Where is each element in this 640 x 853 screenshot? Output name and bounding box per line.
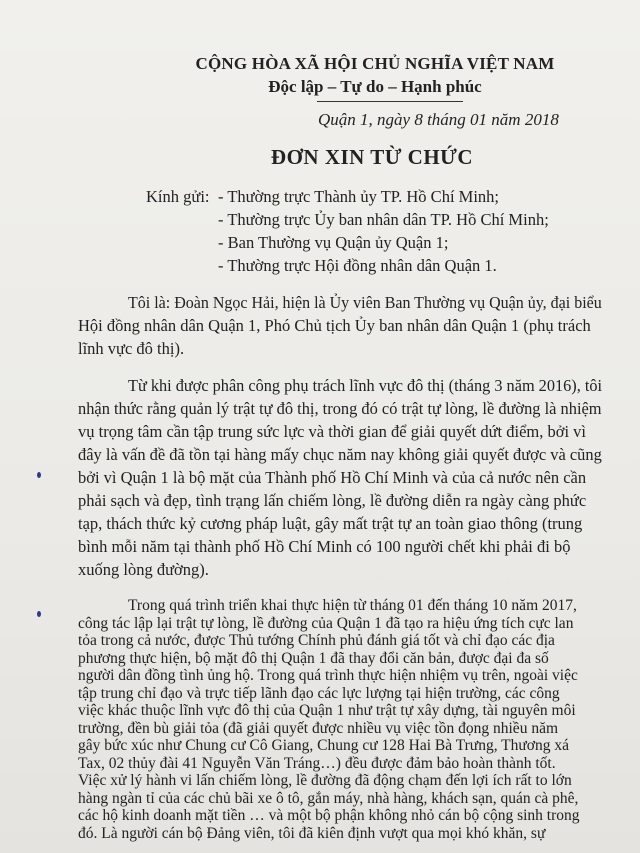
paragraph-line: nhận thức rằng quản lý trật tự đô thị, trong đó có trật tự lòng, lề đường là nhiệm xyxy=(78,399,602,418)
paragraph-line: phải sạch và đẹp, tình trạng lấn chiếm lòng, lề đường diễn ra ngày càng phức xyxy=(78,491,587,510)
ink-dot xyxy=(37,611,41,617)
paragraph-line: tạp, thách thức kỷ cương pháp luật, gây mất trật tự an toàn giao thông (trung xyxy=(78,514,583,533)
recipient-item: - Ban Thường vụ Quận ủy Quận 1; xyxy=(218,233,449,252)
paragraph-line: tập trung chỉ đạo và trực tiếp lãnh đạo các lực lượng tại hiện trường, các công xyxy=(78,684,560,702)
paragraph-line: lĩnh vực đô thị). xyxy=(78,339,185,358)
paragraph-line: Từ khi được phân công phụ trách lĩnh vực đô thị (tháng 3 năm 2016), tôi xyxy=(128,376,603,395)
motto-underline xyxy=(317,101,463,102)
recipient-item: - Thường trực Thành ủy TP. Hồ Chí Minh; xyxy=(218,187,499,206)
paragraph-line: công tác lập lại trật tự lòng, lề đường của Quận 1 đã tạo ra hiệu ứng tích cực lan xyxy=(78,614,574,632)
paragraph-line: phương thực hiện, bộ mặt đô thị Quận 1 đã thay đổi căn bản, được đại đa số xyxy=(78,649,549,667)
paragraph-line: bình mỗi năm tại thành phố Hồ Chí Minh có 100 người chết khi phải đi bộ xyxy=(78,537,571,556)
paragraph-line: người dân đồng tình ủng hộ. Trong quá trình thực hiện nhiệm vụ trên, ngoài việc xyxy=(78,667,578,684)
country-header: CỘNG HÒA XÃ HỘI CHỦ NGHĨA VIỆT NAM xyxy=(195,54,555,73)
recipient-item: - Thường trực Hội đồng nhân dân Quận 1. xyxy=(218,256,497,275)
paragraph-line: đó. Là người cán bộ Đảng viên, tôi đã kiên định vượt qua mọi khó khăn, sự xyxy=(78,824,546,842)
paragraph-line: gây bức xúc như Chung cư Cô Giang, Chung cư 128 Hai Bà Trưng, Thương xá xyxy=(78,737,569,754)
document-title: ĐƠN XIN TỪ CHỨC xyxy=(270,145,474,169)
paragraph-line: Tax, 02 thủy đài 41 Nguyễn Văn Tráng…) đều được đảm bảo hoàn thành tốt. xyxy=(78,754,556,772)
paragraph-line: Việc xử lý hành vi lấn chiếm lòng, lề đường đã động chạm đến lợi ích rất to lớn xyxy=(78,772,572,789)
paragraph-line: vụ trọng tâm cần tập trung sức lực và thời gian để giải quyết dứt điểm, bởi vì xyxy=(78,422,587,441)
paragraph-line: các hộ kinh doanh mặt tiền … và một bộ phận không nhỏ cán bộ cộng sinh trong xyxy=(78,807,580,824)
recipient-item: - Thường trực Ủy ban nhân dân TP. Hồ Chí Minh; xyxy=(218,210,549,229)
date-line: Quận 1, ngày 8 tháng 01 năm 2018 xyxy=(318,110,559,129)
paragraph-line: trường, đền bù giải tỏa (đã giải quyết được nhiều vụ việc tồn đọng nhiều năm xyxy=(78,719,559,737)
recipients-label: Kính gửi: xyxy=(146,187,210,206)
paragraph-line: Tôi là: Đoàn Ngọc Hải, hiện là Ủy viên Ban Thường vụ Quận ủy, đại biểu xyxy=(128,293,602,312)
national-motto: Độc lập – Tự do – Hạnh phúc xyxy=(268,77,482,96)
paragraph-line: bởi vì Quận 1 là bộ mặt của Thành phố Hồ Chí Minh và của cả nước nên cần xyxy=(78,468,587,487)
paragraph-line: tỏa trong cả nước, được Thủ tướng Chính phủ đánh giá tốt và chỉ đạo các địa xyxy=(78,632,555,649)
paragraph-line: đây là vấn đề đã tồn tại hàng mấy chục năm nay không giải quyết được và cũng xyxy=(78,445,602,464)
paragraph-line: việc khác thuộc lĩnh vực đô thị của Quận 1 như trật tự xây dựng, tài nguyên môi xyxy=(78,702,576,719)
ink-dot xyxy=(37,472,41,478)
paragraph-line: hàng ngàn tỉ của các chủ bãi xe ô tô, gắn máy, nhà hàng, khách sạn, quán cà phê, xyxy=(78,789,579,807)
paragraph-line: Trong quá trình triển khai thực hiện từ tháng 01 đến tháng 10 năm 2017, xyxy=(128,597,577,614)
paragraph-line: Hội đồng nhân dân Quận 1, Phó Chủ tịch Ủy ban nhân dân Quận 1 (phụ trách xyxy=(78,316,591,335)
paragraph-line: xuống lòng đường). xyxy=(78,560,209,579)
